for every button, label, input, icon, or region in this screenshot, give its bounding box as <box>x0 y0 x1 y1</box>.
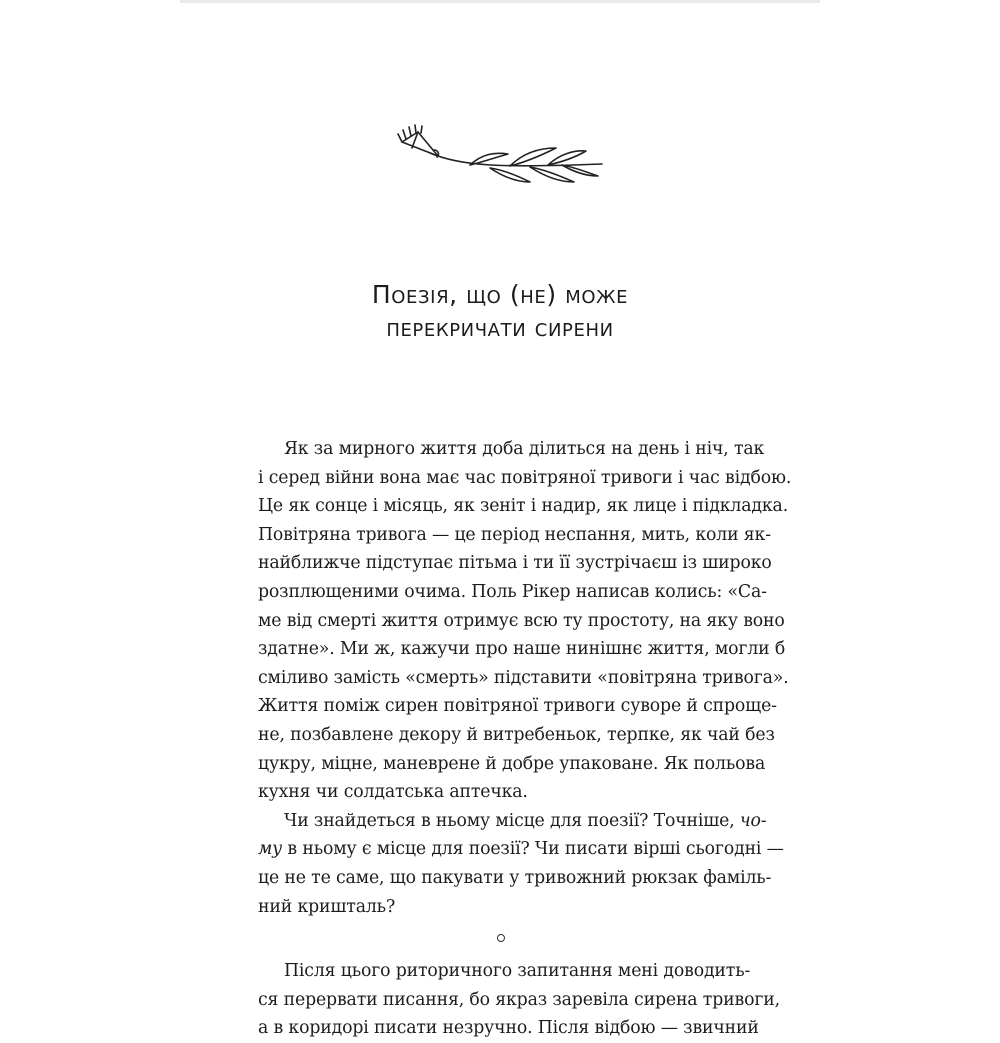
italic-word: му <box>258 839 283 860</box>
text-line: кухня чи солдатська аптечка. <box>258 782 528 803</box>
chapter-title <box>260 278 740 344</box>
body-text <box>258 435 792 1043</box>
text-line: цукру, міцне, маневрене й добре упаковане. Як польова <box>258 753 766 774</box>
text-line: Як за мирного життя доба ділиться на день і ніч, так <box>284 439 765 459</box>
text-line: найближче підступає пітьма і ти її зустрічаєш із широко <box>258 553 772 574</box>
text-line: це не те саме, що пакувати у тривожний рюкзак фаміль- <box>258 867 772 888</box>
text-line: Повітряна тривога — це період неспання, мить, коли як- <box>258 524 771 545</box>
text-line: і серед війни вона має час повітряної тривоги і час відбою. <box>258 467 792 488</box>
text-line: ся перервати писання, бо якраз заревіла сирена тривоги, <box>258 989 780 1010</box>
text-line <box>258 835 784 864</box>
text-line: розплющеними очима. Поль Рікер написав колись: «Са- <box>258 581 767 602</box>
flower-branch-icon <box>390 118 620 198</box>
text-line: Життя поміж сирен повітряної тривоги суворе й спроще- <box>258 696 777 717</box>
paragraph-1 <box>258 435 792 807</box>
text-span: в ньому є місце для поезії? Чи писати вірші сьогодні — <box>282 839 784 860</box>
chapter-title-line-1: Поезія, що (не) може <box>371 280 629 309</box>
small-circle-icon <box>497 934 505 942</box>
text-line: а в коридорі писати незручно. Після відбою — звичний <box>258 1018 759 1039</box>
section-divider <box>258 925 743 951</box>
chapter-title-line-2: перекричати сирени <box>386 313 614 342</box>
text-line: не, позбавлене декору й витребеньок, терпке, як чай без <box>258 724 775 745</box>
italic-word: чо- <box>739 810 767 831</box>
text-line: сміливо замість «смерть» підставити «повітряна тривога». <box>258 667 789 688</box>
text-line: Це як сонце і місяць, як зеніт і надир, як лице і підкладка. <box>258 496 789 517</box>
text-span: Чи знайдеться в ньому місце для поезії? Точніше, <box>284 810 740 831</box>
paragraph-2 <box>258 807 784 921</box>
text-line <box>258 807 767 836</box>
text-line: Після цього риторичного запитання мені доводить- <box>284 961 751 982</box>
text-line: ний кришталь? <box>258 896 396 917</box>
page-top-edge <box>180 0 820 3</box>
text-line: ме від смерті життя отримує всю ту простоту, на яку воно <box>258 610 785 631</box>
text-line: здатне». Ми ж, кажучи про наше нинішнє життя, могли б <box>258 639 786 660</box>
